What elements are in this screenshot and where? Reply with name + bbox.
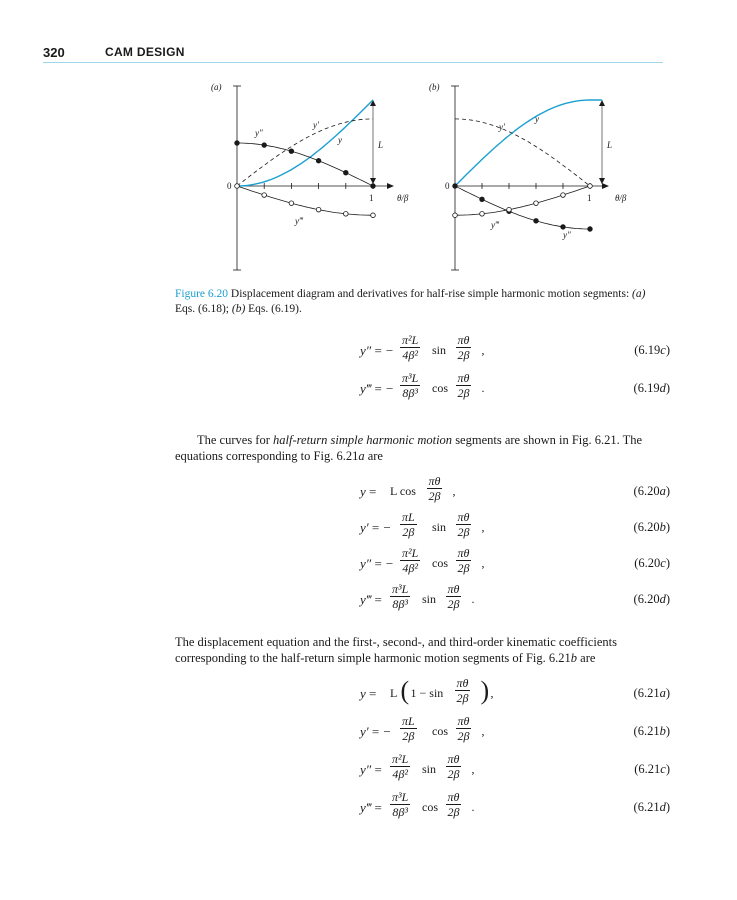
panel-b-tick-one-label: 1 [587,193,592,203]
equation-lhs-symbol: y [360,686,366,701]
equation-sign: − [385,556,394,571]
y-triple-prime-marker [561,193,566,198]
argument-numerator: πθ [457,371,470,385]
equation-function: cos [422,800,438,814]
equation-argument [456,333,472,362]
y-double-prime-marker [344,170,349,175]
equation-punctuation: , [481,556,485,570]
argument-numerator: πθ [457,510,470,524]
equation-argument [455,676,471,705]
y-double-prime-marker [480,197,485,202]
equation-lhs: y‴ = [360,800,382,815]
equation-argument [446,790,462,819]
equation-number-main: (6.21 [634,762,661,776]
equation-row [300,333,670,369]
equation-row [300,714,670,750]
equation-number [634,762,670,777]
equation-lhs: y″ = − [360,556,394,571]
paragraph-2-pre: The displacement equation and the first-, second-, and third-order kinematic coefficients corresponding to the half-return simple harmonic motion segments of Fig. 6.21 [175,635,617,665]
caption-figure-label: Figure 6.20 [175,288,229,300]
equation-lhs-symbol: y″ [360,762,372,777]
equation-punctuation: , [452,484,456,498]
coefficient-denominator: 8β³ [402,386,418,400]
equation-lhs: y″ = [360,762,382,777]
equation-row [300,510,670,546]
equation-lhs-symbol: y‴ [360,592,372,607]
equation-number-close: ) [665,762,670,776]
equation-function: sin [422,762,437,776]
equation-punctuation: , [471,762,475,776]
coefficient-denominator: 4β² [402,348,418,362]
equation-lhs: y″ = − [360,343,394,358]
equation-number-letter: c [660,343,666,357]
equation-number-close: ) [665,484,670,498]
equation-sign: − [382,520,392,535]
panel-b-L-arrow-bottom [599,178,605,184]
paragraph-2-post: are [580,651,596,665]
panel-b-curve-y-prime [455,119,590,186]
panel-b-L-label: L [607,140,613,150]
panel-a-curve-y-double-prime [237,143,373,186]
paragraph-half-return [175,432,665,464]
equation-number-main: (6.19 [634,343,661,357]
panel-a-tick-one-label: 1 [369,193,374,203]
argument-numerator: πθ [428,474,441,488]
equation-number-letter: d [659,800,666,814]
caption-part-b-label: (b) [231,303,246,315]
equation-number-close: ) [665,686,670,700]
panel-b-curve-y [455,100,602,186]
equation-row [300,371,670,407]
equation-paren-close: ) [480,676,490,705]
equation-number-main: (6.21 [633,800,660,814]
argument-denominator: 2β [457,525,470,539]
equation-paren-open: ( [400,676,410,705]
panel-b-label: (b) [429,82,440,92]
panel-a-curve-y-triple-prime [237,186,373,215]
argument-denominator: 2β [447,767,460,781]
panel-a-x-arrow [387,183,394,189]
argument-numerator: πθ [447,790,460,804]
equation-coefficient [400,371,420,400]
equation-punctuation: , [481,520,485,534]
equation-lhs: y′ = − [360,520,392,535]
argument-denominator: 2β [456,691,469,705]
panel-a-y-double-prime-markers [235,141,376,189]
equation-lhs: y′ = − [360,724,392,739]
coefficient-numerator: π²L [402,546,419,560]
panel-a-origin-label: 0 [227,181,232,191]
equation-number [634,592,670,607]
paragraph-1-italic: half-return simple harmonic motion [273,433,453,447]
equation-punctuation: . [471,800,475,814]
argument-numerator: πθ [447,752,460,766]
panel-b-label-y-triple-prime: y‴ [491,220,499,230]
equation-lhs-symbol: y′ [360,724,369,739]
equation-lhs: y = [360,484,377,499]
equation-coefficient [390,752,410,781]
y-double-prime-marker [235,141,240,146]
y-triple-prime-marker [344,212,349,217]
y-double-prime-marker [262,143,267,148]
panel-b-label-y: y [535,114,539,124]
equation-lhs-symbol: y′ [360,520,369,535]
y-double-prime-marker [588,227,593,232]
argument-denominator: 2β [457,386,470,400]
argument-denominator: 2β [457,729,470,743]
equation-number-main: (6.19 [633,381,660,395]
panel-a-label-y-double-prime: y″ [255,128,263,138]
panel-b-label-y-double-prime: y″ [563,230,571,240]
equation-coefficient [400,546,420,575]
y-double-prime-marker [289,149,294,154]
paragraph-1-pre: The curves for [197,433,270,447]
panel-b-L-arrow-top [599,100,605,106]
equations-6-20 [300,474,670,624]
equation-row [300,474,670,510]
equation-number-close: ) [665,800,670,814]
paragraph-1-fig-letter: a [358,449,365,463]
equation-lhs: y‴ = − [360,381,394,396]
equation-inner: 1 − sin [410,686,444,700]
equation-lhs: y = [360,686,377,701]
equation-number [634,724,670,739]
panel-b-x-arrow [602,183,609,189]
equation-number-letter: d [659,592,666,606]
equation-number-close: ) [665,343,670,357]
panel-b-x-axis-label: θ/β [615,193,627,203]
equation-number [634,800,670,815]
equation-row [300,546,670,582]
caption-part-a-label: (a) [632,288,646,300]
panel-b-y-triple-prime-markers [453,184,593,218]
panel-b [429,82,627,270]
caption-part-a-text: Eqs. (6.18); [175,303,229,315]
y-double-prime-marker [453,184,458,189]
equation-argument [456,714,472,743]
equation-row [300,582,670,618]
y-triple-prime-marker [262,193,267,198]
equation-lhs-symbol: y‴ [360,381,372,396]
equation-argument [456,510,472,539]
coefficient-numerator: πL [402,510,415,524]
equation-lhs: y‴ = [360,592,382,607]
equation-punctuation: . [481,381,485,395]
y-triple-prime-marker [371,213,376,218]
paragraph-kinematic-coefficients [175,634,665,666]
equation-number [634,343,670,358]
equation-sign: − [385,381,394,396]
y-double-prime-marker [534,218,539,223]
paragraph-2-fig-letter: b [570,651,578,665]
y-triple-prime-marker [534,201,539,206]
coefficient-numerator: π³L [392,790,409,804]
equation-number-main: (6.20 [633,520,660,534]
y-double-prime-marker [561,225,566,230]
equation-function: sin [432,343,447,357]
panel-a-L-arrow-bottom [370,178,376,184]
equation-sign: − [382,724,392,739]
equation-number [634,556,670,571]
running-head-title: CAM DESIGN [105,45,185,59]
coefficient-numerator: π³L [392,582,409,596]
panel-a-label-y-prime: y′ [313,120,319,130]
coefficient-denominator: 2β [402,729,415,743]
equation-argument [456,546,472,575]
equation-function: sin [432,520,447,534]
panel-a-label: (a) [211,82,222,92]
equation-lhs-symbol: y″ [360,556,372,571]
argument-numerator: πθ [456,676,469,690]
running-header [43,44,663,63]
equation-number-main: (6.21 [633,724,660,738]
coefficient-denominator: 2β [402,525,415,539]
equation-number-close: ) [665,556,670,570]
equation-punctuation: , [490,686,494,700]
page-number: 320 [43,45,65,60]
argument-denominator: 2β [447,805,460,819]
equation-coefficient [400,333,420,362]
y-triple-prime-marker [235,184,240,189]
panel-a-L-label: L [378,140,384,150]
coefficient-denominator: 8β³ [392,597,408,611]
equation-number-letter: b [659,724,666,738]
equation-coefficient [390,582,410,611]
argument-numerator: πθ [457,714,470,728]
equation-number-letter: b [659,520,666,534]
equation-number-close: ) [665,520,670,534]
equation-function: L [390,686,398,700]
equations-6-19 [300,333,670,413]
caption-text: Displacement diagram and derivatives for half-rise simple harmonic motion segments: [230,288,630,300]
equation-argument [446,752,462,781]
panel-b-y-double-prime-markers [453,184,593,232]
panel-a-x-axis-label: θ/β [397,193,409,203]
equation-number [634,381,670,396]
equation-number-letter: a [659,686,666,700]
panel-b-origin-label: 0 [445,181,450,191]
equation-function: cos [432,556,448,570]
argument-denominator: 2β [447,597,460,611]
equation-lhs-symbol: y‴ [360,800,372,815]
equation-number-main: (6.20 [634,556,661,570]
equation-lhs-symbol: y″ [360,343,372,358]
equation-argument [446,582,462,611]
figure-6-20 [205,78,645,278]
equation-number-close: ) [665,381,670,395]
equation-number-letter: c [660,556,666,570]
coefficient-numerator: π²L [402,333,419,347]
coefficient-numerator: π²L [392,752,409,766]
coefficient-denominator: 8β³ [392,805,408,819]
equation-row [300,790,670,826]
figure-caption [175,287,665,317]
equation-punctuation: , [481,343,485,357]
equation-function: L cos [390,484,416,498]
paragraph-1-mid: segments are shown in Fig. 6.21. The equations corresponding to Fig. 6.21 [175,433,643,463]
paragraph-1-post: are [367,449,383,463]
argument-numerator: πθ [457,333,470,347]
coefficient-numerator: πL [402,714,415,728]
coefficient-numerator: π³L [402,371,419,385]
equation-number-letter: d [659,381,666,395]
equation-number [634,520,670,535]
equation-lhs-symbol: y [360,484,366,499]
figure-6-20-plots [205,78,645,278]
equation-row [300,752,670,788]
argument-denominator: 2β [428,489,441,503]
panel-a-label-y: y [338,135,342,145]
panel-a-y-triple-prime-markers [235,184,376,218]
panel-a-label-y-triple-prime: y‴ [295,216,303,226]
equation-number-close: ) [665,592,670,606]
equation-number-main: (6.21 [633,686,660,700]
y-triple-prime-marker [316,207,321,212]
equations-6-21 [300,676,670,836]
panel-a [211,82,409,270]
y-triple-prime-marker [588,184,593,189]
y-triple-prime-marker [507,207,512,212]
equation-number [634,484,670,499]
caption-part-b-text: Eqs. (6.19). [248,303,302,315]
coefficient-denominator: 4β² [402,561,418,575]
equation-function: cos [432,724,448,738]
y-triple-prime-marker [289,201,294,206]
equation-sign: − [385,343,394,358]
argument-denominator: 2β [457,348,470,362]
equation-punctuation: . [471,592,475,606]
equation-function: sin [422,592,437,606]
equation-punctuation: , [481,724,485,738]
y-triple-prime-marker [453,213,458,218]
y-double-prime-marker [371,184,376,189]
equation-number-main: (6.20 [633,484,660,498]
equation-argument [456,371,472,400]
y-triple-prime-marker [480,212,485,217]
panel-b-curve-y-triple-prime [455,186,590,215]
panel-a-curve-y [237,100,373,186]
equation-function: cos [432,381,448,395]
equation-number-close: ) [665,724,670,738]
equation-number [634,686,670,701]
argument-denominator: 2β [457,561,470,575]
y-double-prime-marker [316,158,321,163]
equation-row [300,676,670,712]
equation-coefficient [390,790,410,819]
argument-numerator: πθ [457,546,470,560]
coefficient-denominator: 4β² [392,767,408,781]
equation-number-letter: c [660,762,666,776]
equation-coefficient [400,714,417,743]
equation-number-letter: a [659,484,666,498]
equation-number-main: (6.20 [633,592,660,606]
equation-argument [427,474,443,503]
equation-coefficient [400,510,417,539]
argument-numerator: πθ [447,582,460,596]
panel-b-label-y-prime: y′ [499,122,505,132]
